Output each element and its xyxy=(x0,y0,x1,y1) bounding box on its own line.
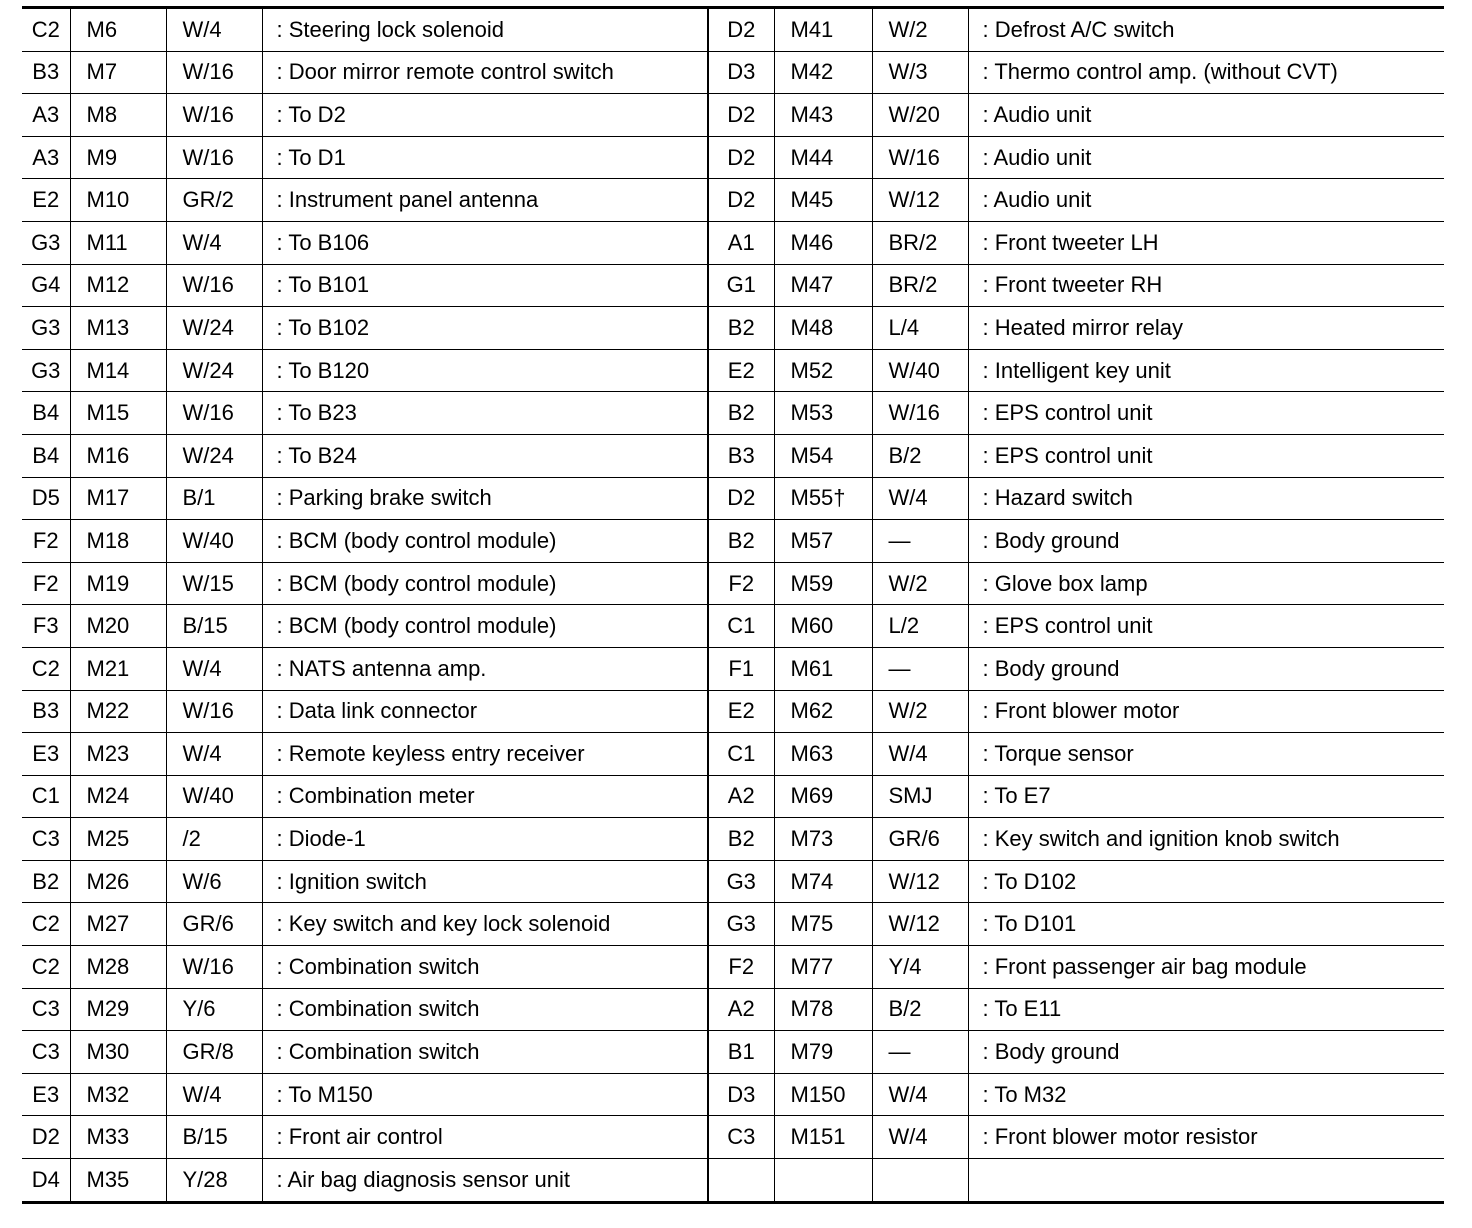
table-row xyxy=(22,860,1444,903)
left-connector-description: : Door mirror remote control switch xyxy=(262,51,708,94)
right-grid-location: D2 xyxy=(708,179,774,222)
left-connector-description: : Key switch and key lock solenoid xyxy=(262,903,708,946)
left-connector-number: M23 xyxy=(70,733,166,776)
left-grid-location: E3 xyxy=(22,1073,70,1116)
left-connector-description: : Front air control xyxy=(262,1116,708,1159)
right-connector-color: B/2 xyxy=(872,988,968,1031)
right-connector-color: BR/2 xyxy=(872,264,968,307)
right-connector-number: M45 xyxy=(774,179,872,222)
left-connector-color: W/4 xyxy=(166,1073,262,1116)
left-connector-description: : Combination switch xyxy=(262,1031,708,1074)
left-connector-description: : NATS antenna amp. xyxy=(262,647,708,690)
right-connector-description: : Heated mirror relay xyxy=(968,307,1444,350)
right-connector-color: W/16 xyxy=(872,392,968,435)
right-connector-color: GR/6 xyxy=(872,818,968,861)
left-connector-number: M28 xyxy=(70,946,166,989)
left-connector-description: : To D1 xyxy=(262,136,708,179)
right-grid-location: B2 xyxy=(708,392,774,435)
left-grid-location: F2 xyxy=(22,562,70,605)
right-connector-number: M69 xyxy=(774,775,872,818)
left-connector-description: : To B101 xyxy=(262,264,708,307)
right-grid-location: D2 xyxy=(708,8,774,52)
left-connector-color: W/4 xyxy=(166,221,262,264)
left-connector-description: : Remote keyless entry receiver xyxy=(262,733,708,776)
right-connector-description: : Front passenger air bag module xyxy=(968,946,1444,989)
left-connector-color: W/16 xyxy=(166,392,262,435)
left-connector-description: : To B106 xyxy=(262,221,708,264)
left-grid-location: F2 xyxy=(22,520,70,563)
left-grid-location: G4 xyxy=(22,264,70,307)
right-connector-number: M44 xyxy=(774,136,872,179)
right-grid-location: B1 xyxy=(708,1031,774,1074)
right-connector-color: W/2 xyxy=(872,690,968,733)
right-connector-color: W/4 xyxy=(872,1073,968,1116)
right-connector-color: W/2 xyxy=(872,8,968,52)
right-grid-location xyxy=(708,1159,774,1203)
table-row xyxy=(22,307,1444,350)
right-grid-location: E2 xyxy=(708,349,774,392)
connector-table xyxy=(22,6,1444,1204)
right-connector-color xyxy=(872,1159,968,1203)
table-row xyxy=(22,434,1444,477)
right-connector-number: M75 xyxy=(774,903,872,946)
right-connector-number: M77 xyxy=(774,946,872,989)
table-row xyxy=(22,1159,1444,1203)
right-connector-number: M73 xyxy=(774,818,872,861)
right-connector-description: : Body ground xyxy=(968,647,1444,690)
right-grid-location: A2 xyxy=(708,775,774,818)
right-connector-description: : Intelligent key unit xyxy=(968,349,1444,392)
left-grid-location: C3 xyxy=(22,988,70,1031)
table-row xyxy=(22,477,1444,520)
right-grid-location: F1 xyxy=(708,647,774,690)
right-connector-color: W/2 xyxy=(872,562,968,605)
left-grid-location: D4 xyxy=(22,1159,70,1203)
left-connector-number: M11 xyxy=(70,221,166,264)
right-grid-location: C1 xyxy=(708,733,774,776)
left-grid-location: G3 xyxy=(22,349,70,392)
left-grid-location: G3 xyxy=(22,221,70,264)
right-connector-description: : EPS control unit xyxy=(968,392,1444,435)
right-connector-description: : Hazard switch xyxy=(968,477,1444,520)
right-connector-description: : Audio unit xyxy=(968,94,1444,137)
table-row xyxy=(22,690,1444,733)
left-grid-location: C3 xyxy=(22,1031,70,1074)
right-connector-color: W/40 xyxy=(872,349,968,392)
right-connector-description: : To M32 xyxy=(968,1073,1444,1116)
left-connector-number: M13 xyxy=(70,307,166,350)
right-connector-color: W/12 xyxy=(872,860,968,903)
right-connector-color: W/20 xyxy=(872,94,968,137)
left-connector-color: Y/28 xyxy=(166,1159,262,1203)
left-connector-color: W/16 xyxy=(166,264,262,307)
right-connector-number: M63 xyxy=(774,733,872,776)
right-connector-number: M52 xyxy=(774,349,872,392)
table-row xyxy=(22,179,1444,222)
right-grid-location: D2 xyxy=(708,136,774,179)
right-grid-location: E2 xyxy=(708,690,774,733)
left-connector-color: B/15 xyxy=(166,1116,262,1159)
left-grid-location: C1 xyxy=(22,775,70,818)
left-connector-description: : Parking brake switch xyxy=(262,477,708,520)
table-body xyxy=(22,8,1444,1203)
right-connector-description: : To D101 xyxy=(968,903,1444,946)
table-row xyxy=(22,775,1444,818)
left-connector-color: W/4 xyxy=(166,8,262,52)
right-grid-location: D2 xyxy=(708,94,774,137)
table-row xyxy=(22,136,1444,179)
table-row xyxy=(22,903,1444,946)
right-connector-number: M57 xyxy=(774,520,872,563)
right-connector-description: : Torque sensor xyxy=(968,733,1444,776)
right-connector-description: : Front tweeter LH xyxy=(968,221,1444,264)
right-grid-location: D3 xyxy=(708,1073,774,1116)
left-connector-number: M26 xyxy=(70,860,166,903)
left-connector-number: M6 xyxy=(70,8,166,52)
table-row xyxy=(22,392,1444,435)
table-row xyxy=(22,988,1444,1031)
right-connector-description: : To E11 xyxy=(968,988,1444,1031)
left-connector-description: : Diode-1 xyxy=(262,818,708,861)
left-connector-description: : Air bag diagnosis sensor unit xyxy=(262,1159,708,1203)
left-connector-description: : BCM (body control module) xyxy=(262,520,708,563)
right-connector-number: M42 xyxy=(774,51,872,94)
right-connector-number: M78 xyxy=(774,988,872,1031)
left-connector-description: : To B24 xyxy=(262,434,708,477)
left-connector-color: W/24 xyxy=(166,434,262,477)
left-connector-number: M30 xyxy=(70,1031,166,1074)
left-grid-location: E3 xyxy=(22,733,70,776)
table-row xyxy=(22,264,1444,307)
left-grid-location: B3 xyxy=(22,690,70,733)
left-grid-location: C2 xyxy=(22,647,70,690)
left-grid-location: B4 xyxy=(22,434,70,477)
left-connector-color: B/1 xyxy=(166,477,262,520)
left-connector-color: W/16 xyxy=(166,51,262,94)
right-grid-location: A1 xyxy=(708,221,774,264)
right-connector-number: M151 xyxy=(774,1116,872,1159)
right-connector-number: M79 xyxy=(774,1031,872,1074)
right-connector-color: W/12 xyxy=(872,179,968,222)
left-connector-number: M24 xyxy=(70,775,166,818)
right-connector-color: — xyxy=(872,520,968,563)
table-row xyxy=(22,818,1444,861)
right-connector-color: SMJ xyxy=(872,775,968,818)
right-connector-description: : Front blower motor resistor xyxy=(968,1116,1444,1159)
left-connector-color: Y/6 xyxy=(166,988,262,1031)
left-connector-number: M33 xyxy=(70,1116,166,1159)
right-connector-description: : Audio unit xyxy=(968,179,1444,222)
left-grid-location: B2 xyxy=(22,860,70,903)
table-row xyxy=(22,221,1444,264)
left-connector-number: M9 xyxy=(70,136,166,179)
right-connector-description xyxy=(968,1159,1444,1203)
left-connector-number: M12 xyxy=(70,264,166,307)
right-connector-description: : Key switch and ignition knob switch xyxy=(968,818,1444,861)
right-grid-location: B2 xyxy=(708,520,774,563)
left-connector-description: : BCM (body control module) xyxy=(262,562,708,605)
right-connector-description: : Thermo control amp. (without CVT) xyxy=(968,51,1444,94)
right-connector-color: Y/4 xyxy=(872,946,968,989)
right-grid-location: B2 xyxy=(708,818,774,861)
right-connector-color: W/4 xyxy=(872,733,968,776)
table-row xyxy=(22,946,1444,989)
right-grid-location: B2 xyxy=(708,307,774,350)
left-connector-color: GR/6 xyxy=(166,903,262,946)
left-connector-description: : Data link connector xyxy=(262,690,708,733)
left-connector-number: M7 xyxy=(70,51,166,94)
right-connector-number: M61 xyxy=(774,647,872,690)
left-connector-number: M19 xyxy=(70,562,166,605)
right-grid-location: D3 xyxy=(708,51,774,94)
right-connector-number: M74 xyxy=(774,860,872,903)
left-connector-description: : Steering lock solenoid xyxy=(262,8,708,52)
right-connector-color: W/12 xyxy=(872,903,968,946)
right-connector-color: BR/2 xyxy=(872,221,968,264)
left-connector-color: W/24 xyxy=(166,349,262,392)
right-connector-description: : Body ground xyxy=(968,1031,1444,1074)
right-connector-number: M60 xyxy=(774,605,872,648)
left-grid-location: C2 xyxy=(22,903,70,946)
table-row xyxy=(22,8,1444,52)
right-grid-location: F2 xyxy=(708,562,774,605)
table-row xyxy=(22,605,1444,648)
right-connector-description: : To D102 xyxy=(968,860,1444,903)
right-connector-number: M47 xyxy=(774,264,872,307)
left-connector-color: /2 xyxy=(166,818,262,861)
right-connector-number: M54 xyxy=(774,434,872,477)
left-grid-location: F3 xyxy=(22,605,70,648)
left-connector-color: W/16 xyxy=(166,94,262,137)
right-grid-location: A2 xyxy=(708,988,774,1031)
right-grid-location: G3 xyxy=(708,860,774,903)
right-grid-location: G1 xyxy=(708,264,774,307)
left-connector-number: M22 xyxy=(70,690,166,733)
table-row xyxy=(22,647,1444,690)
left-connector-color: GR/8 xyxy=(166,1031,262,1074)
left-connector-description: : To B102 xyxy=(262,307,708,350)
right-connector-description: : To E7 xyxy=(968,775,1444,818)
left-connector-number: M15 xyxy=(70,392,166,435)
left-grid-location: C2 xyxy=(22,946,70,989)
left-connector-number: M21 xyxy=(70,647,166,690)
right-grid-location: C3 xyxy=(708,1116,774,1159)
left-grid-location: A3 xyxy=(22,136,70,179)
left-connector-number: M35 xyxy=(70,1159,166,1203)
left-connector-color: W/4 xyxy=(166,733,262,776)
right-connector-color: W/16 xyxy=(872,136,968,179)
left-connector-description: : BCM (body control module) xyxy=(262,605,708,648)
left-connector-color: B/15 xyxy=(166,605,262,648)
right-grid-location: B3 xyxy=(708,434,774,477)
right-connector-number: M43 xyxy=(774,94,872,137)
table-row xyxy=(22,94,1444,137)
left-connector-number: M20 xyxy=(70,605,166,648)
left-connector-color: W/16 xyxy=(166,136,262,179)
left-connector-description: : Combination switch xyxy=(262,946,708,989)
right-connector-color: W/3 xyxy=(872,51,968,94)
left-grid-location: B4 xyxy=(22,392,70,435)
right-connector-color: B/2 xyxy=(872,434,968,477)
left-grid-location: G3 xyxy=(22,307,70,350)
right-connector-color: — xyxy=(872,647,968,690)
right-connector-description: : EPS control unit xyxy=(968,434,1444,477)
left-grid-location: C2 xyxy=(22,8,70,52)
left-connector-color: W/16 xyxy=(166,946,262,989)
left-connector-number: M17 xyxy=(70,477,166,520)
left-connector-description: : Combination meter xyxy=(262,775,708,818)
right-connector-color: L/4 xyxy=(872,307,968,350)
right-grid-location: C1 xyxy=(708,605,774,648)
left-connector-description: : To M150 xyxy=(262,1073,708,1116)
left-connector-description: : To B120 xyxy=(262,349,708,392)
left-connector-description: : Combination switch xyxy=(262,988,708,1031)
right-connector-description: : Defrost A/C switch xyxy=(968,8,1444,52)
left-grid-location: D5 xyxy=(22,477,70,520)
left-grid-location: E2 xyxy=(22,179,70,222)
right-connector-description: : Body ground xyxy=(968,520,1444,563)
right-connector-color: W/4 xyxy=(872,477,968,520)
right-connector-color: — xyxy=(872,1031,968,1074)
left-connector-description: : To D2 xyxy=(262,94,708,137)
right-connector-number: M55† xyxy=(774,477,872,520)
right-connector-description: : EPS control unit xyxy=(968,605,1444,648)
right-connector-description: : Glove box lamp xyxy=(968,562,1444,605)
right-connector-number: M46 xyxy=(774,221,872,264)
left-connector-color: W/40 xyxy=(166,775,262,818)
right-connector-number: M150 xyxy=(774,1073,872,1116)
left-connector-color: W/4 xyxy=(166,647,262,690)
left-grid-location: C3 xyxy=(22,818,70,861)
left-connector-color: W/16 xyxy=(166,690,262,733)
left-connector-color: W/40 xyxy=(166,520,262,563)
table-row xyxy=(22,51,1444,94)
right-connector-color: L/2 xyxy=(872,605,968,648)
left-connector-color: W/6 xyxy=(166,860,262,903)
right-connector-number: M48 xyxy=(774,307,872,350)
left-connector-number: M27 xyxy=(70,903,166,946)
right-connector-color: W/4 xyxy=(872,1116,968,1159)
left-grid-location: B3 xyxy=(22,51,70,94)
right-connector-description: : Audio unit xyxy=(968,136,1444,179)
left-connector-number: M16 xyxy=(70,434,166,477)
right-grid-location: G3 xyxy=(708,903,774,946)
right-connector-number: M41 xyxy=(774,8,872,52)
left-grid-location: D2 xyxy=(22,1116,70,1159)
table-row xyxy=(22,1073,1444,1116)
right-connector-number: M53 xyxy=(774,392,872,435)
table-row xyxy=(22,1116,1444,1159)
right-connector-description: : Front blower motor xyxy=(968,690,1444,733)
left-connector-description: : Instrument panel antenna xyxy=(262,179,708,222)
left-connector-number: M29 xyxy=(70,988,166,1031)
left-connector-number: M10 xyxy=(70,179,166,222)
right-grid-location: D2 xyxy=(708,477,774,520)
right-connector-number: M62 xyxy=(774,690,872,733)
table-row xyxy=(22,733,1444,776)
left-connector-number: M8 xyxy=(70,94,166,137)
table-row xyxy=(22,562,1444,605)
left-connector-color: W/24 xyxy=(166,307,262,350)
left-connector-number: M14 xyxy=(70,349,166,392)
right-connector-number: M59 xyxy=(774,562,872,605)
left-connector-description: : Ignition switch xyxy=(262,860,708,903)
left-connector-number: M32 xyxy=(70,1073,166,1116)
table-row xyxy=(22,1031,1444,1074)
right-connector-number xyxy=(774,1159,872,1203)
right-connector-description: : Front tweeter RH xyxy=(968,264,1444,307)
right-grid-location: F2 xyxy=(708,946,774,989)
left-connector-description: : To B23 xyxy=(262,392,708,435)
left-connector-color: GR/2 xyxy=(166,179,262,222)
left-grid-location: A3 xyxy=(22,94,70,137)
table-row xyxy=(22,349,1444,392)
left-connector-number: M18 xyxy=(70,520,166,563)
left-connector-color: W/15 xyxy=(166,562,262,605)
table-row xyxy=(22,520,1444,563)
left-connector-number: M25 xyxy=(70,818,166,861)
